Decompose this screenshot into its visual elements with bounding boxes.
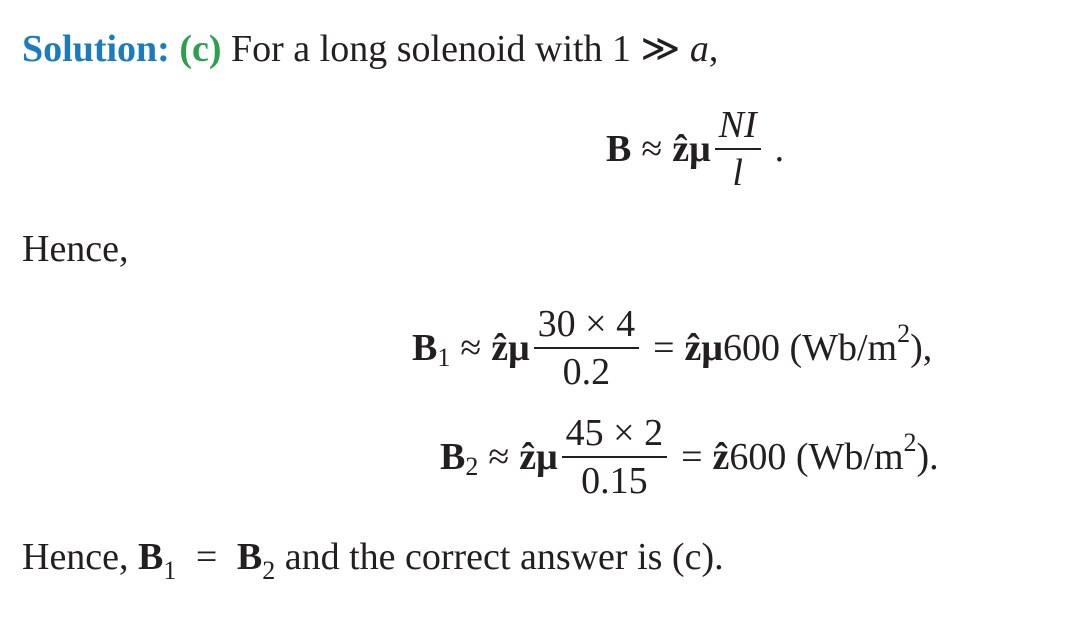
eq3-rhs-val: 600 (Wb/m: [729, 436, 904, 478]
eq3-equals: =: [681, 436, 703, 478]
eq3-rhs-tail: ).: [916, 436, 939, 478]
eq1-denominator: l: [732, 152, 743, 194]
eq3-sub: 2: [465, 452, 479, 481]
eq3-fraction: [562, 414, 667, 500]
eq3-denominator: 0.15: [581, 460, 648, 502]
intro-text: For a long solenoid with 1 ≫: [231, 28, 681, 70]
eq2-rhs-val: 600 (Wb/m: [722, 327, 898, 369]
eq2-rhs-vec: ẑμ: [684, 327, 723, 369]
eq2-sub: 1: [437, 343, 451, 372]
conclusion: [22, 536, 724, 585]
eq2-denominator: 0.2: [562, 351, 611, 393]
eq3-numerator: 45 × 2: [565, 412, 664, 454]
eq1-tail: .: [774, 128, 785, 170]
eq2-rhs-tail: ),: [910, 327, 933, 369]
eq3-rhs-vec: ẑ: [712, 436, 730, 478]
eq3-approx: ≈: [488, 436, 510, 478]
conclusion-hence: Hence,: [22, 536, 129, 578]
part-label: (c): [179, 28, 222, 70]
eq1-numerator: NI: [718, 104, 757, 146]
eq2-lhs: B: [412, 327, 438, 369]
conclusion-sub1: 1: [163, 556, 177, 585]
eq1-zmu: ẑμ: [672, 128, 711, 170]
eq1-approx: ≈: [641, 128, 663, 170]
conclusion-rest: and the correct answer is (c).: [284, 536, 724, 578]
eq1-lhs: B: [606, 128, 632, 170]
conclusion-sub2: 2: [262, 556, 276, 585]
eq2-zmu: ẑμ: [491, 327, 530, 369]
solution-label: Solution:: [22, 28, 170, 70]
eq2-fraction: [534, 305, 639, 391]
var-a: a: [689, 28, 709, 70]
hence-text: Hence,: [22, 228, 129, 270]
conclusion-b2: B: [236, 536, 263, 578]
equation-b2: [440, 414, 939, 500]
conclusion-eq: =: [195, 536, 218, 578]
eq1-fraction: [715, 106, 761, 192]
eq3-zmu: ẑμ: [519, 436, 558, 478]
equation-b1: [412, 305, 932, 391]
eq3-lhs: B: [440, 436, 466, 478]
eq2-rhs-sup: 2: [897, 319, 911, 348]
solution-intro: [22, 30, 718, 68]
eq2-approx: ≈: [460, 327, 482, 369]
equation-b-approx: [606, 106, 784, 192]
eq3-rhs-sup: 2: [903, 428, 917, 457]
conclusion-b1: B: [138, 536, 164, 578]
eq2-numerator: 30 × 4: [537, 303, 636, 345]
eq2-equals: =: [653, 327, 675, 369]
intro-tail: ,: [708, 28, 719, 70]
